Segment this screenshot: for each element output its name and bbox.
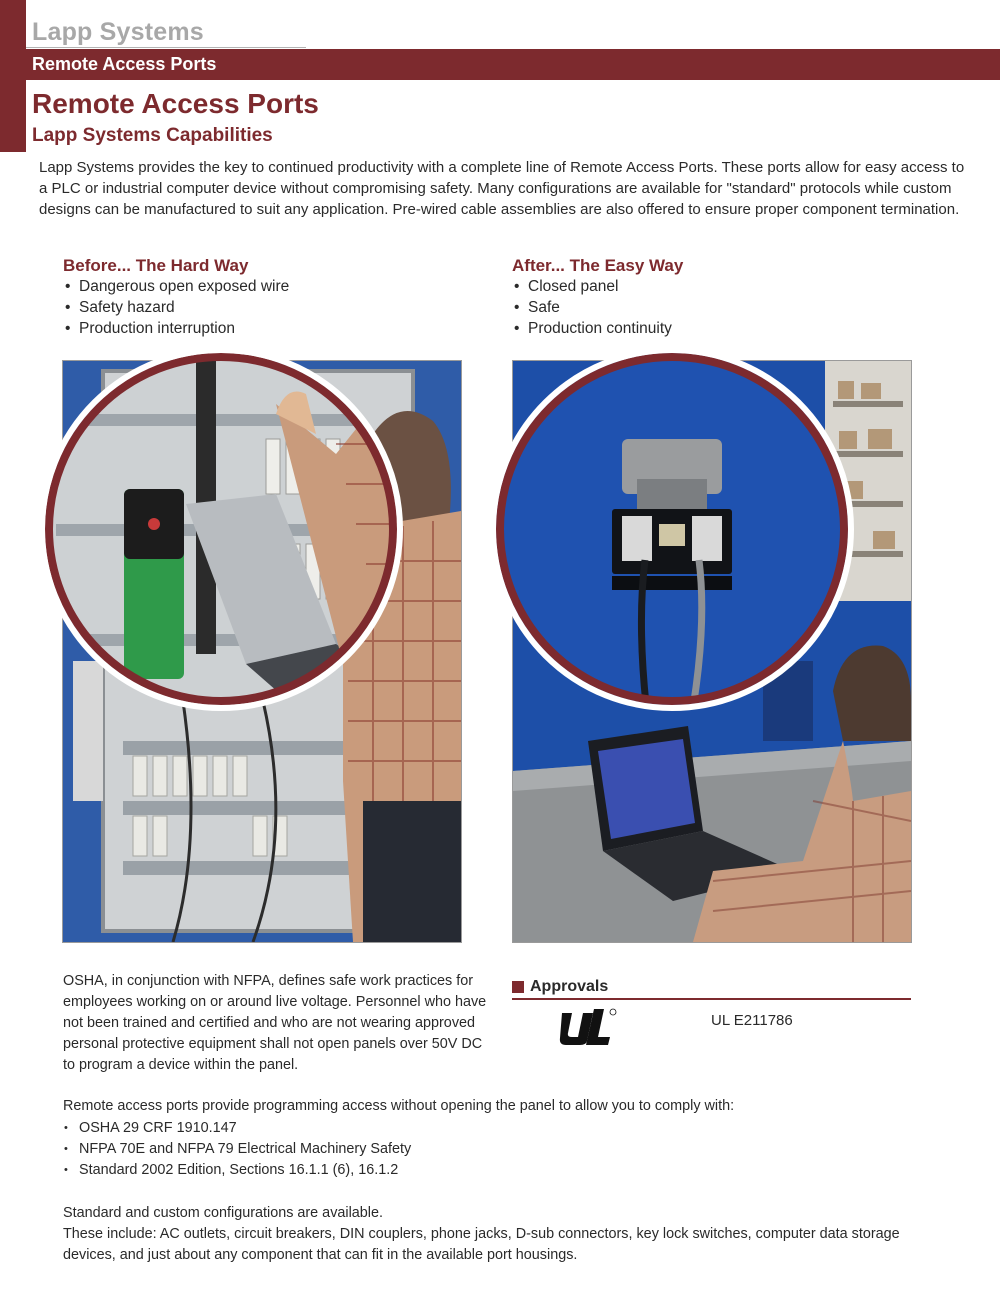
configurations-line: Standard and custom configurations are available. <box>63 1205 383 1221</box>
list-item: • OSHA 29 CRF 1910.147 <box>63 1118 411 1139</box>
list-item: • NFPA 70E and NFPA 79 Electrical Machinery Safety <box>63 1139 411 1160</box>
list-item: • Standard 2002 Edition, Sections 16.1.1 (6), 16.1.2 <box>63 1160 411 1181</box>
list-item: • Safe <box>512 297 672 318</box>
brand-underline <box>26 47 306 48</box>
intro-paragraph: Lapp Systems provides the key to continued productivity with a complete line of Remote Access Ports. These ports allow for easy access to a PLC or industrial computer device without compromising safety. Many configurations are available for "standard" protocols while custom designs can be manufactured to suit any application. Pre-wired cable assemblies are also offered to ensure proper component termination. <box>39 159 965 218</box>
after-list <box>512 276 672 339</box>
page-subtitle: Lapp Systems Capabilities <box>32 125 273 146</box>
list-item: • Production continuity <box>512 318 672 339</box>
list-item: • Dangerous open exposed wire <box>63 276 289 297</box>
list-item: • Closed panel <box>512 276 672 297</box>
approvals-divider <box>512 998 911 1000</box>
header-band <box>26 49 1000 80</box>
left-accent-bar <box>0 0 26 152</box>
brand-name: Lapp Systems <box>32 18 204 46</box>
approvals-heading <box>512 978 911 996</box>
after-heading: After... The Easy Way <box>512 256 684 275</box>
ul-certification-number: UL E211786 <box>711 1012 793 1029</box>
approvals-heading-label: Approvals <box>530 978 609 995</box>
list-item: • Production interruption <box>63 318 289 339</box>
configurations-detail: These include: AC outlets, circuit breakers, DIN couplers, phone jacks, D-sub connectors, key lock switches, computer data storage devices, and just about any component that can fit in the available port housings. <box>63 1226 900 1263</box>
square-bullet-icon <box>512 981 524 993</box>
configurations-paragraph <box>63 1203 943 1266</box>
ul-logo-icon <box>558 1007 620 1047</box>
before-heading: Before... The Hard Way <box>63 256 249 275</box>
page-title: Remote Access Ports <box>32 88 319 119</box>
comply-list <box>63 1118 411 1181</box>
after-zoom-circle <box>487 344 857 714</box>
list-item: • Safety hazard <box>63 297 289 318</box>
header-band-label: Remote Access Ports <box>32 54 217 74</box>
comply-intro: Remote access ports provide programming access without opening the panel to allow you to comply with: <box>63 1098 735 1114</box>
before-list <box>63 276 289 339</box>
before-zoom-circle <box>36 344 406 714</box>
osha-paragraph: OSHA, in conjunction with NFPA, defines safe work practices for employees working on or around live voltage. Personnel who have not been trained and certified and who are not wearing approved personal protective equipment shall not open panels over 50V DC to program a device within the panel. <box>63 973 487 1073</box>
approvals-section <box>512 978 911 1000</box>
